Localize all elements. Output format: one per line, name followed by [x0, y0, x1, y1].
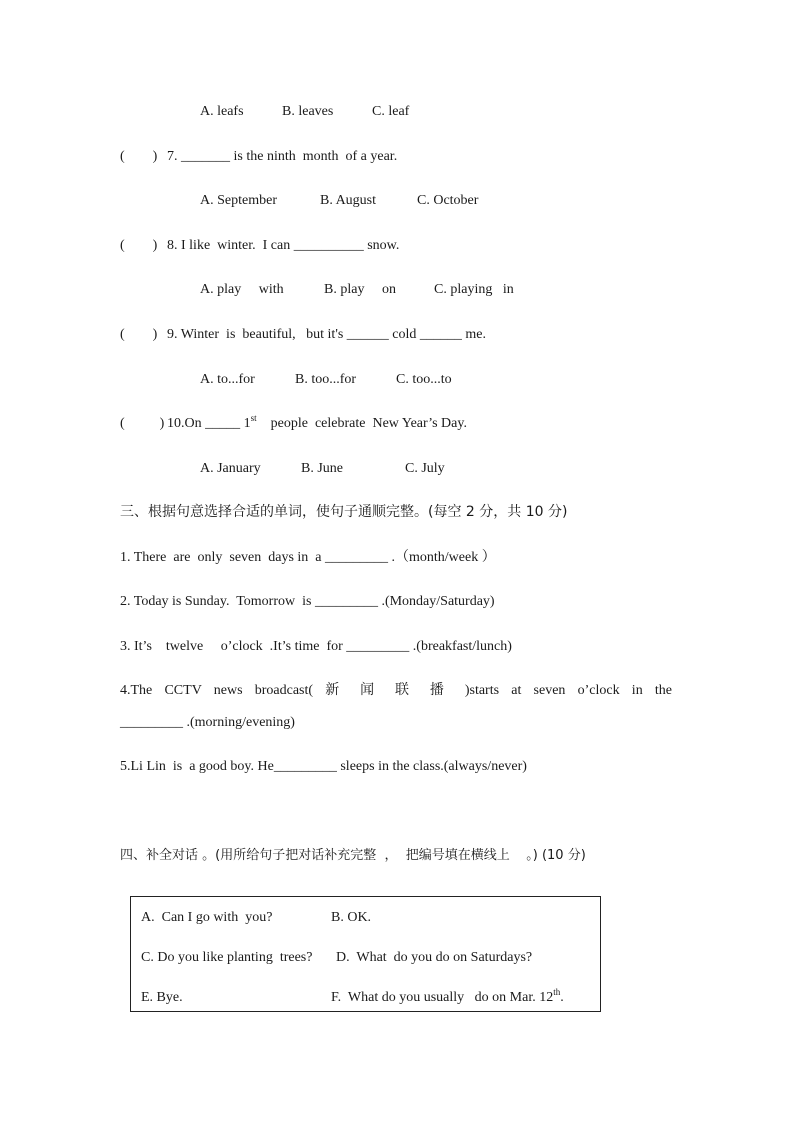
q8-stem: 8. I like winter. I can __________ snow.: [167, 238, 400, 253]
dialogue-option-f: F. What do you usually do on Mar. 12th.: [331, 987, 564, 1005]
q8-option-b: B. play on: [324, 282, 396, 297]
section4-heading: 四、补全对话 。(用所给句子把对话补充完整 ， 把编号填在横线上 。) (10 分): [120, 848, 586, 863]
q8-answer-paren: ( ): [120, 238, 158, 253]
q10-stem: 10.On _____ 1st people celebrate New Year’s Day.: [167, 413, 467, 431]
section3-item-3: 3. It’s twelve o’clock .It’s time for _________ .(breakfast/lunch): [120, 639, 512, 654]
section3-item-1: 1. There are only seven days in a _________ .（month/week ）: [120, 550, 496, 565]
section3-item-4: 4.The CCTV news broadcast( 新 闻 联 播 )starts at seven o’clock in the: [120, 683, 672, 698]
q9-option-c: C. too...to: [396, 372, 452, 387]
q7-answer-paren: ( ): [120, 149, 158, 164]
dialogue-option-d: D. What do you do on Saturdays?: [336, 950, 533, 965]
q9-option-b: B. too...for: [295, 372, 357, 387]
q9-stem: 9. Winter is beautiful, but it's ______ cold ______ me.: [167, 327, 486, 342]
q9-option-a: A. to...for: [200, 372, 255, 387]
q10-answer-paren: ( ): [120, 416, 165, 431]
q6-option-c: C. leaf: [372, 104, 410, 119]
q8-option-a: A. play with: [200, 282, 284, 297]
q10-option-a: A. January: [200, 461, 261, 476]
q10-option-c: C. July: [405, 461, 445, 476]
dialogue-option-b: B. OK.: [331, 910, 372, 925]
dialogue-option-e: E. Bye.: [141, 990, 183, 1005]
q8-option-c: C. playing in: [434, 282, 514, 297]
dialogue-options-box: [130, 896, 601, 1012]
dialogue-option-a: A. Can I go with you?: [141, 910, 273, 925]
q9-answer-paren: ( ): [120, 327, 158, 342]
dialogue-option-c: C. Do you like planting trees?: [141, 950, 313, 965]
section3-item-5: 5.Li Lin is a good boy. He_________ sleeps in the class.(always/never): [120, 759, 527, 774]
section3-item-2: 2. Today is Sunday. Tomorrow is _________ .(Monday/Saturday): [120, 594, 495, 609]
q10-option-b: B. June: [301, 461, 343, 476]
section3-item-4-continued: _________ .(morning/evening): [120, 715, 295, 730]
section3-heading: 三、根据句意选择合适的单词，使句子通顺完整。(每空 2 分，共 10 分): [120, 504, 568, 520]
q7-option-c: C. October: [417, 193, 479, 208]
q7-option-b: B. August: [320, 193, 377, 208]
q7-stem: 7. _______ is the ninth month of a year.: [167, 149, 398, 164]
q6-option-b: B. leaves: [282, 104, 334, 119]
q7-option-a: A. September: [200, 193, 277, 208]
q6-option-a: A. leafs: [200, 104, 244, 119]
